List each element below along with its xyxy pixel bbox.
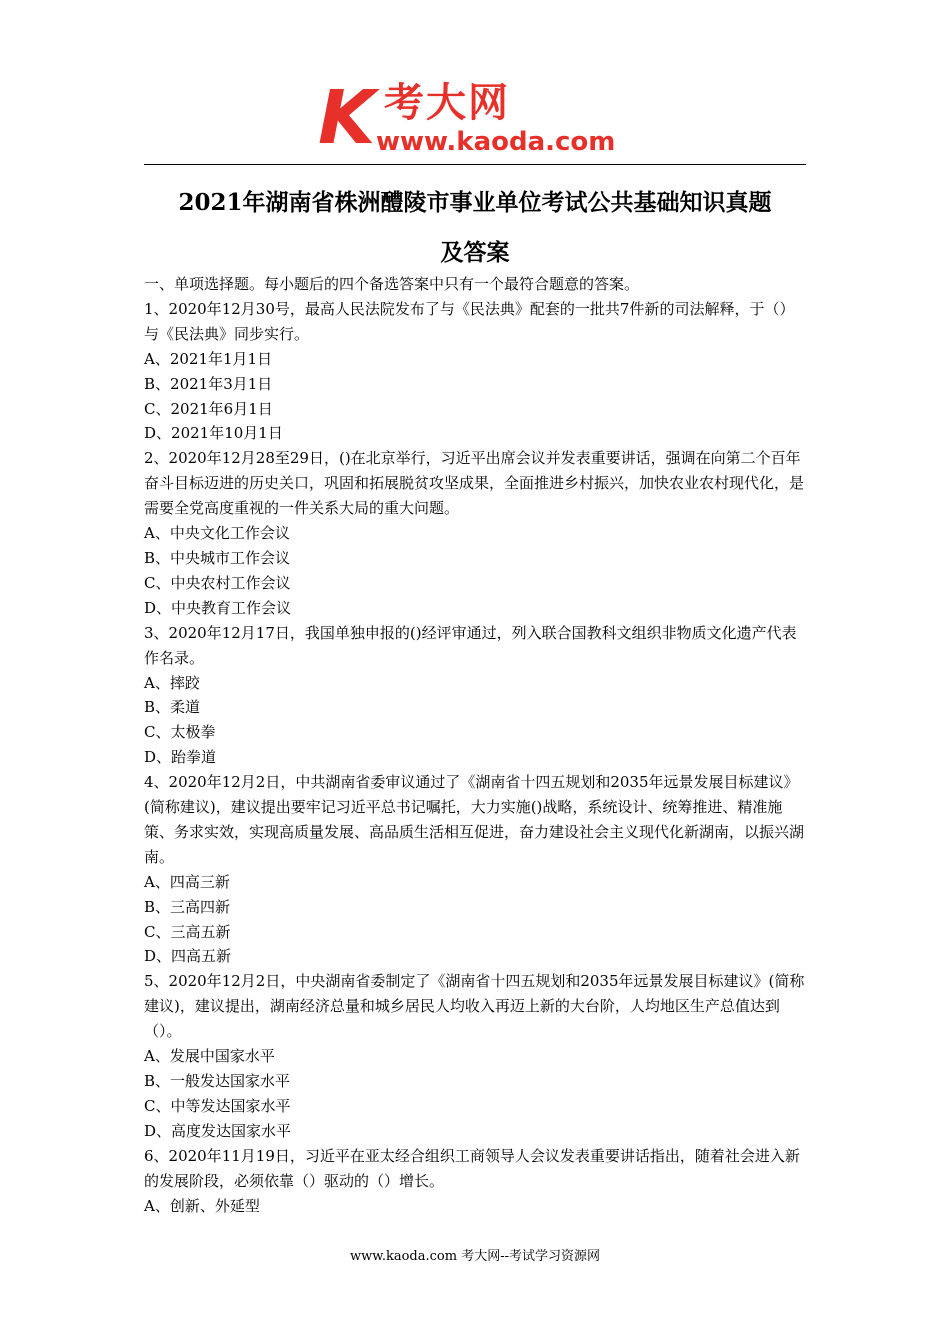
title-line-1: 2021年湖南省株洲醴陵市事业单位考试公共基础知识真题 bbox=[178, 189, 772, 216]
q3-option-c: C、太极拳 bbox=[144, 723, 216, 742]
document-body bbox=[144, 272, 806, 1218]
q1-option-b: B、2021年3月1日 bbox=[144, 374, 273, 393]
header-divider bbox=[144, 164, 806, 165]
title-line-2: 及答案 bbox=[440, 239, 510, 266]
q1-option-c: C、2021年6月1日 bbox=[144, 399, 273, 418]
q5-option-d: D、高度发达国家水平 bbox=[144, 1121, 292, 1140]
q3-option-a: A、摔跤 bbox=[144, 673, 200, 692]
q1-option-a: A、2021年1月1日 bbox=[144, 349, 273, 368]
logo-url: www.kaoda.com bbox=[376, 127, 616, 157]
section-heading: 一、单项选择题。每小题后的四个备选答案中只有一个最符合题意的答案。 bbox=[144, 275, 640, 293]
q2-option-a: A、中央文化工作会议 bbox=[144, 524, 290, 543]
question-1: 1、2020年12月30号，最高人民法院发布了与《民法典》配套的一批共7件新的司法解释，于（）与《民法典》同步实行。 bbox=[144, 299, 795, 343]
q4-option-b: B、三高四新 bbox=[144, 897, 231, 916]
q2-option-c: C、中央农村工作会议 bbox=[144, 573, 291, 592]
q5-option-a: A、发展中国家水平 bbox=[144, 1047, 275, 1066]
logo-k-mark: K bbox=[318, 75, 376, 161]
q4-option-d: D、四高五新 bbox=[144, 947, 232, 966]
q1-option-d: D、2021年10月1日 bbox=[144, 424, 283, 443]
kaoda-logo bbox=[318, 75, 638, 162]
q2-option-d: D、中央教育工作会议 bbox=[144, 598, 292, 617]
q4-option-a: A、四高三新 bbox=[144, 872, 230, 891]
q6-option-a: A、创新、外延型 bbox=[144, 1196, 260, 1215]
question-4: 4、2020年12月2日，中共湖南省委审议通过了《湖南省十四五规划和2035年远景发展目标建议》(简称建议)，建议提出要牢记习近平总书记嘱托，大力实施()战略，系统设计、统筹推进、精准施策、务求实效，实现高质量发展、高品质生活相互促进，奋力建设社会主义现代化新湖南，以振兴湖南。 bbox=[144, 773, 805, 866]
question-2: 2、2020年12月28至29日，()在北京举行，习近平出席会议并发表重要讲话，强调在向第二个百年奋斗目标迈进的历史关口，巩固和拓展脱贫攻坚成果，全面推进乡村振兴，加快农业农村现代化，是需要全党高度重视的一件关系大局的重大问题。 bbox=[144, 449, 805, 518]
question-6: 6、2020年11月19日，习近平在亚太经合组织工商领导人会议发表重要讲话指出，随着社会进入新的发展阶段，必须依靠（）驱动的（）增长。 bbox=[144, 1146, 800, 1190]
q3-option-b: B、柔道 bbox=[144, 698, 201, 717]
question-5: 5、2020年12月2日，中央湖南省委制定了《湖南省十四五规划和2035年远景发展目标建议》(简称建议)，建议提出，湖南经济总量和城乡居民人均收入再迈上新的大台阶，人均地区生产总值达到（）。 bbox=[144, 972, 805, 1041]
question-3: 3、2020年12月17日，我国单独申报的()经评审通过，列入联合国教科文组织非物质文化遗产代表作名录。 bbox=[144, 623, 797, 667]
q3-option-d: D、跆拳道 bbox=[144, 748, 217, 767]
q5-option-b: B、一般发达国家水平 bbox=[144, 1072, 291, 1090]
page-footer: www.kaoda.com 考大网--考试学习资源网 bbox=[350, 1249, 600, 1264]
logo-site-name: 考大网 bbox=[384, 80, 510, 126]
q2-option-b: B、中央城市工作会议 bbox=[144, 548, 291, 567]
q4-option-c: C、三高五新 bbox=[144, 922, 231, 941]
document-title bbox=[144, 178, 806, 278]
q5-option-c: C、中等发达国家水平 bbox=[144, 1096, 291, 1115]
